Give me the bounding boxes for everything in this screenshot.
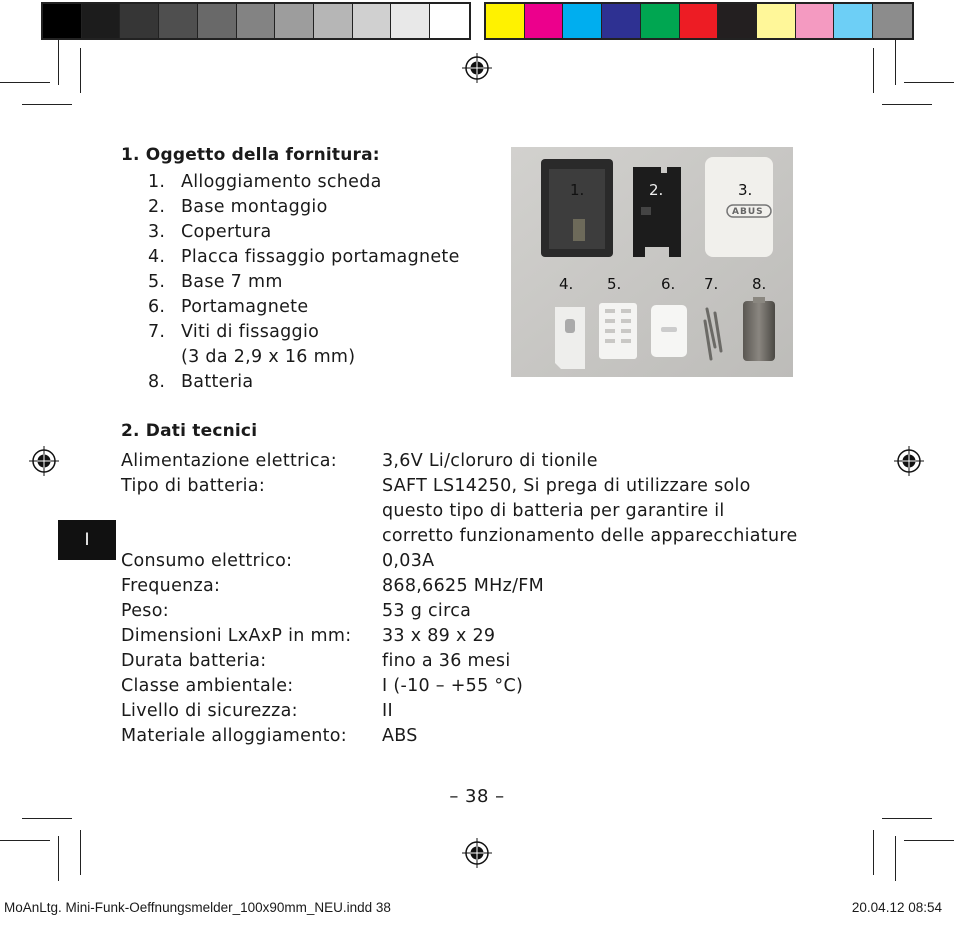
grayscale-swatch	[159, 4, 198, 38]
list-item	[148, 345, 460, 370]
table-row	[121, 574, 802, 599]
list-item-number: 2.	[148, 197, 166, 217]
spec-value: II	[382, 701, 393, 721]
list-item	[148, 320, 460, 345]
list-item-text: Placca fissaggio portamagnete	[181, 247, 460, 267]
registration-mark-right-icon	[894, 446, 924, 476]
list-item	[148, 295, 460, 320]
process-color-swatch	[486, 4, 525, 38]
process-color-bar	[484, 2, 914, 40]
table-row	[121, 724, 802, 749]
section-2-heading: 2. Dati tecnici	[121, 421, 258, 441]
grayscale-swatch	[82, 4, 121, 38]
grayscale-swatch	[198, 4, 237, 38]
spec-value: I (-10 – +55 °C)	[382, 676, 524, 696]
technical-specs-table	[121, 449, 802, 749]
registration-mark-top-icon	[462, 53, 492, 83]
list-item-text: Batteria	[181, 372, 254, 392]
process-color-swatch	[873, 4, 912, 38]
process-color-swatch	[563, 4, 602, 38]
list-item-number: 1.	[148, 172, 166, 192]
spec-label: Alimentazione elettrica:	[121, 451, 337, 471]
grayscale-swatch	[237, 4, 276, 38]
list-item-number: 4.	[148, 247, 166, 267]
list-item	[148, 370, 460, 395]
list-item-number	[148, 345, 181, 370]
table-row	[121, 674, 802, 699]
process-color-swatch	[525, 4, 564, 38]
grayscale-swatch	[391, 4, 430, 38]
spec-value: 33 x 89 x 29	[382, 626, 496, 646]
list-item-number: 8.	[148, 372, 166, 392]
list-item-text: (3 da 2,9 x 16 mm)	[181, 347, 356, 367]
supplied-items-list	[148, 170, 460, 395]
grayscale-color-bar	[41, 2, 471, 40]
grayscale-swatch	[430, 4, 469, 38]
spec-value: 53 g circa	[382, 601, 472, 621]
list-item-text: Alloggiamento scheda	[181, 172, 382, 192]
photo-label-1: 1.	[570, 181, 585, 199]
spec-value: fino a 36 mesi	[382, 651, 511, 671]
list-item-number: 5.	[148, 272, 166, 292]
process-color-swatch	[718, 4, 757, 38]
language-tab: I	[58, 520, 116, 560]
process-color-swatch	[641, 4, 680, 38]
process-color-swatch	[680, 4, 719, 38]
grayscale-swatch	[314, 4, 353, 38]
list-item-text: Base 7 mm	[181, 272, 283, 292]
list-item	[148, 270, 460, 295]
grayscale-swatch	[43, 4, 82, 38]
spec-label: Tipo di batteria:	[121, 476, 266, 496]
list-item	[148, 245, 460, 270]
photo-label-2: 2.	[649, 181, 664, 199]
spec-label: Classe ambientale:	[121, 676, 294, 696]
section-1-heading: 1. Oggetto della fornitura:	[121, 145, 380, 165]
table-row	[121, 474, 802, 549]
list-item-number: 7.	[148, 322, 166, 342]
photo-label-4: 4.	[559, 275, 574, 293]
grayscale-swatch	[275, 4, 314, 38]
registration-mark-bottom-icon	[462, 838, 492, 868]
table-row	[121, 649, 802, 674]
list-item-text: Viti di fissaggio	[181, 322, 320, 342]
footer-date-time: 20.04.12 08:54	[851, 900, 942, 915]
list-item-text: Base montaggio	[181, 197, 328, 217]
process-color-swatch	[796, 4, 835, 38]
photo-label-8: 8.	[752, 275, 767, 293]
spec-value: 0,03A	[382, 551, 435, 571]
spec-label: Frequenza:	[121, 576, 221, 596]
spec-value: ABS	[382, 726, 418, 746]
process-color-swatch	[757, 4, 796, 38]
spec-value: SAFT LS14250, Si prega di utilizzare solo questo tipo di batteria per garantire il corretto funzionamento delle apparecchiature	[382, 476, 798, 546]
list-item-number: 3.	[148, 222, 166, 242]
product-components-photo	[511, 147, 793, 377]
table-row	[121, 699, 802, 724]
spec-label: Livello di sicurezza:	[121, 701, 298, 721]
process-color-swatch	[834, 4, 873, 38]
page-number: – 38 –	[449, 786, 505, 807]
footer-file-info: MoAnLtg. Mini-Funk-Oeffnungsmelder_100x90mm_NEU.indd 38	[4, 900, 391, 915]
abus-logo: ABUS	[732, 207, 764, 217]
photo-label-7: 7.	[704, 275, 719, 293]
registration-mark-left-icon	[29, 446, 59, 476]
photo-label-3: 3.	[738, 181, 753, 199]
spec-value: 868,6625 MHz/FM	[382, 576, 545, 596]
list-item	[148, 195, 460, 220]
list-item	[148, 170, 460, 195]
spec-label: Peso:	[121, 601, 169, 621]
spec-label: Consumo elettrico:	[121, 551, 293, 571]
grayscale-swatch	[120, 4, 159, 38]
photo-label-6: 6.	[661, 275, 676, 293]
table-row	[121, 449, 802, 474]
spec-label: Durata batteria:	[121, 651, 267, 671]
list-item-text: Copertura	[181, 222, 272, 242]
list-item-number: 6.	[148, 297, 166, 317]
list-item-text: Portamagnete	[181, 297, 309, 317]
process-color-swatch	[602, 4, 641, 38]
spec-value: 3,6V Li/cloruro di tionile	[382, 451, 598, 471]
photo-label-5: 5.	[607, 275, 622, 293]
table-row	[121, 624, 802, 649]
table-row	[121, 549, 802, 574]
spec-label: Dimensioni LxAxP in mm:	[121, 626, 352, 646]
grayscale-swatch	[353, 4, 392, 38]
table-row	[121, 599, 802, 624]
spec-label: Materiale alloggiamento:	[121, 726, 347, 746]
list-item	[148, 220, 460, 245]
